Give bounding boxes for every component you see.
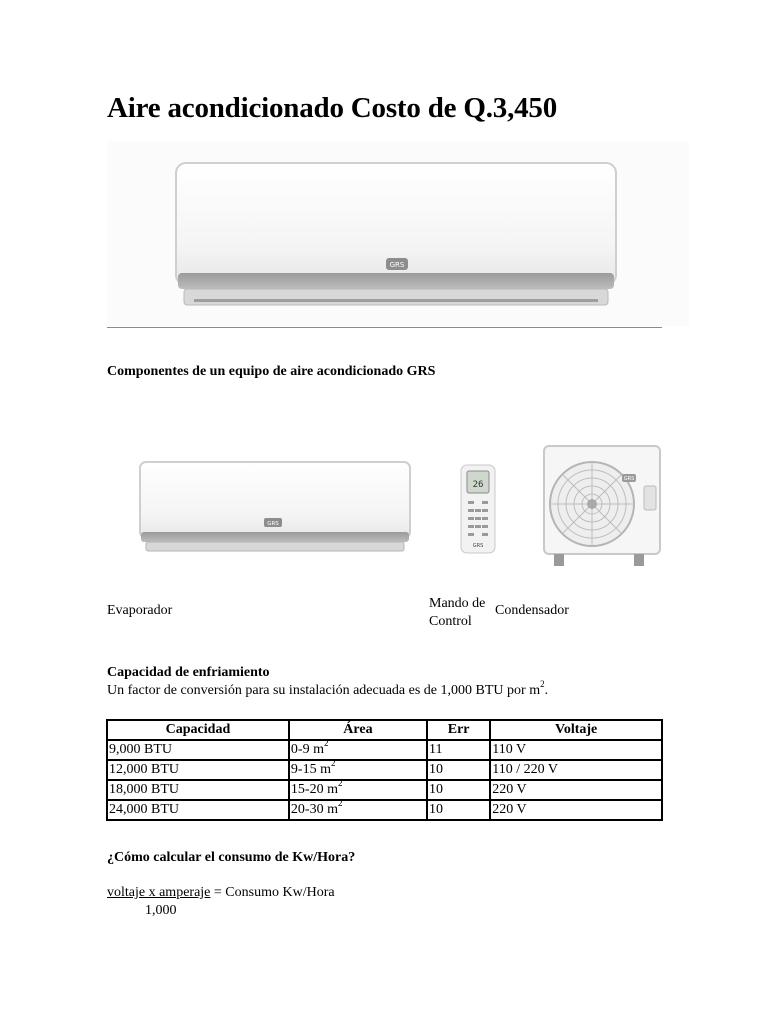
- header-area: Área: [289, 720, 427, 740]
- cell-capacidad: 24,000 BTU: [107, 800, 289, 820]
- cell-area-value: 15-20 m: [290, 782, 338, 797]
- formula-result: = Consumo Kw/Hora: [210, 885, 335, 900]
- remote-control-label: [429, 595, 485, 631]
- components-heading: Componentes de un equipo de aire acondicionado GRS: [107, 364, 436, 379]
- cell-voltaje: 220 V: [490, 780, 662, 800]
- evaporator-logo: GRS: [267, 521, 279, 527]
- capacity-heading: Capacidad de enfriamiento: [107, 665, 270, 680]
- cell-area-sup: 2: [330, 758, 336, 769]
- remote-control-image: [459, 463, 497, 555]
- cell-capacidad: 18,000 BTU: [107, 780, 289, 800]
- condenser-label: Condensador: [495, 603, 569, 618]
- cell-err: 10: [427, 780, 490, 800]
- cell-capacidad: 12,000 BTU: [107, 760, 289, 780]
- cell-area-sup: 2: [337, 778, 343, 789]
- cell-area-value: 9-15 m: [290, 762, 331, 777]
- condenser-logo: GRS: [623, 476, 635, 482]
- cell-area: [289, 740, 427, 760]
- capacity-text-sup: 2: [540, 679, 545, 690]
- air-conditioner-hero-image: [170, 155, 620, 315]
- cell-area: [289, 760, 427, 780]
- capacity-text: [107, 679, 549, 699]
- hero-logo: GRS: [389, 261, 405, 269]
- header-capacidad: Capacidad: [107, 720, 289, 740]
- page-title: Aire acondicionado Costo de Q.3,450: [107, 92, 558, 124]
- cell-err: 10: [427, 760, 490, 780]
- remote-display: 26: [472, 480, 484, 490]
- table-row: [107, 760, 662, 780]
- cell-err: 11: [427, 740, 490, 760]
- consumption-heading: ¿Cómo calcular el consumo de Kw/Hora?: [107, 850, 356, 865]
- cell-voltaje: 220 V: [490, 800, 662, 820]
- evaporator-image: [136, 458, 414, 554]
- formula-numerator: voltaje x amperaje: [107, 885, 211, 900]
- capacity-table: [106, 719, 663, 821]
- table-row: [107, 740, 662, 760]
- consumption-formula: [107, 885, 335, 901]
- cell-area-sup: 2: [323, 738, 329, 749]
- remote-label-line1: Mando de: [429, 596, 486, 611]
- table-row: [107, 780, 662, 800]
- cell-err: 10: [427, 800, 490, 820]
- header-voltaje: Voltaje: [490, 720, 662, 740]
- horizontal-rule: [107, 327, 662, 328]
- cell-area-sup: 2: [337, 798, 343, 809]
- header-err: Err: [427, 720, 490, 740]
- cell-area: [289, 800, 427, 820]
- cell-voltaje: 110 / 220 V: [490, 760, 662, 780]
- remote-logo: GRS: [472, 543, 484, 549]
- formula-denominator: 1,000: [145, 903, 177, 918]
- table-row: [107, 800, 662, 820]
- cell-area-value: 0-9 m: [290, 742, 324, 757]
- condenser-image: [540, 442, 665, 570]
- evaporator-label: Evaporador: [107, 603, 173, 618]
- cell-area-value: 20-30 m: [290, 802, 338, 817]
- table-header-row: [107, 720, 662, 740]
- remote-label-line2: Control: [429, 614, 472, 629]
- cell-capacidad: 9,000 BTU: [107, 740, 289, 760]
- capacity-text-main: Un factor de conversión para su instalación adecuada es de 1,000 BTU por m: [107, 683, 541, 698]
- capacity-text-end: .: [544, 683, 549, 698]
- cell-area: [289, 780, 427, 800]
- cell-voltaje: 110 V: [490, 740, 662, 760]
